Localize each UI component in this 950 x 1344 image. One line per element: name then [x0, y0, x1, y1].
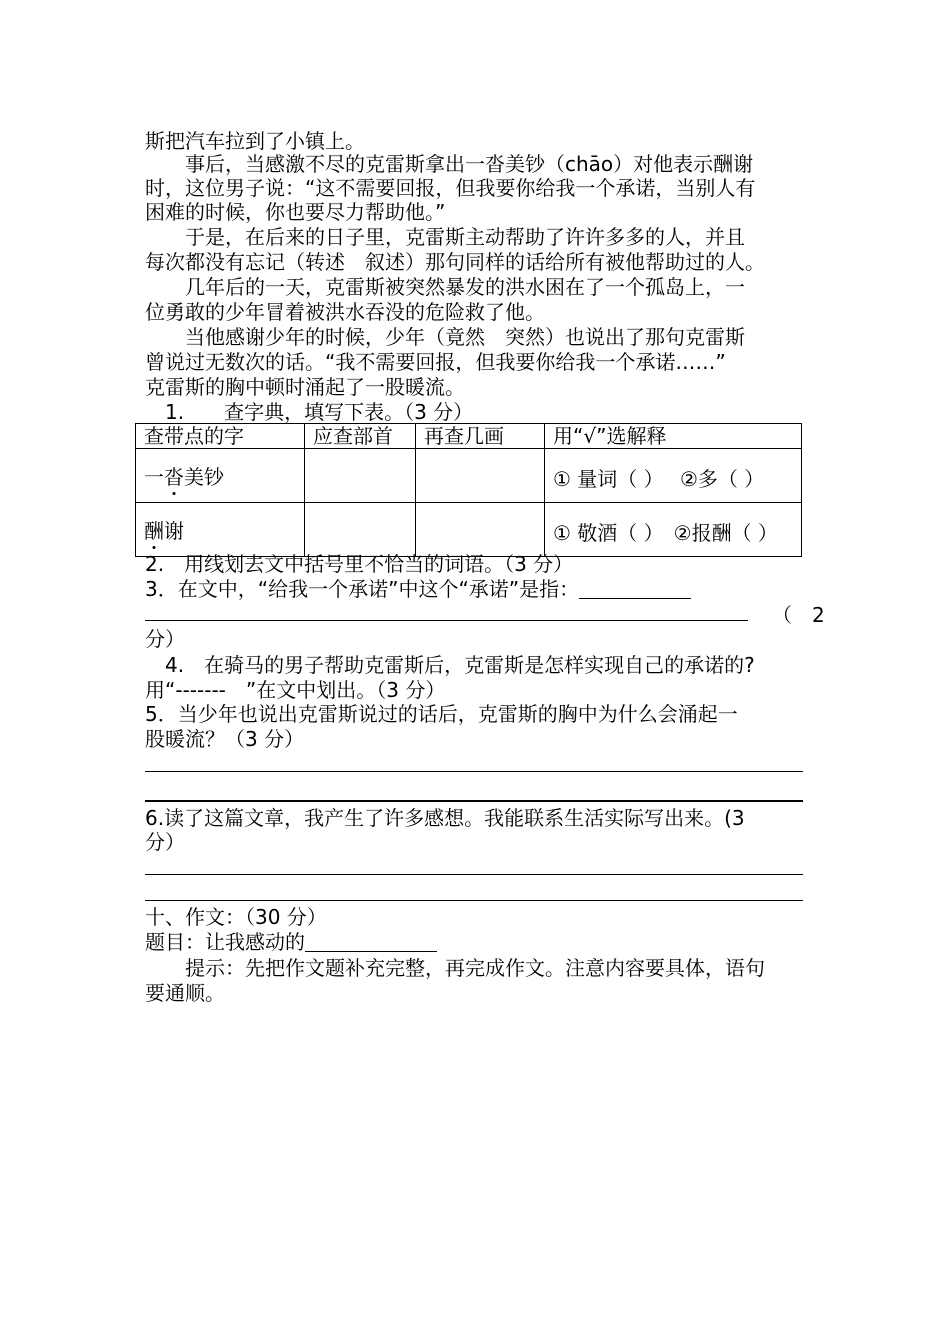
choice-cell[interactable]: ① 敬酒（ ） ②报酬（ ） — [545, 503, 802, 557]
question-4-line: 4. 在骑马的男子帮助克雷斯后，克雷斯是怎样实现自己的承诺的? — [145, 653, 755, 677]
essay-title-blank[interactable] — [305, 931, 437, 952]
passage-line: 当他感谢少年的时候，少年（竟然 突然）也说出了那句克雷斯 — [145, 325, 745, 349]
table-row — [136, 503, 802, 557]
essay-title-label: 题目：让我感动的 — [145, 930, 305, 954]
question-5-line: 5．当少年也说出克雷斯说过的话后，克雷斯的胸中为什么会涌起一 — [145, 702, 738, 726]
word-cell — [136, 449, 305, 503]
question-3-line — [145, 576, 691, 602]
question-4-line: 用“------- ”在文中划出。（3 分） — [145, 678, 446, 702]
table-header-cell: 再查几画 — [416, 424, 545, 449]
passage-line: 事后，当感激不尽的克雷斯拿出一沓美钞（chāo）对他表示酬谢 — [145, 152, 754, 176]
table-header-row — [136, 424, 802, 449]
answer-line[interactable] — [145, 800, 803, 802]
word-suffix: 谢 — [164, 519, 184, 543]
answer-line[interactable] — [145, 900, 803, 901]
passage-line: 于是，在后来的日子里，克雷斯主动帮助了许许多多的人，并且 — [145, 225, 745, 249]
essay-hint-line: 提示：先把作文题补充完整，再完成作文。注意内容要具体，语句 — [145, 956, 765, 980]
question-6-line: 6.读了这篇文章，我产生了许多感想。我能联系生活实际写出来。(3 — [145, 806, 745, 830]
passage-line: 位勇敢的少年冒着被洪水吞没的危险救了他。 — [145, 300, 545, 324]
table-header-cell: 用“√”选解释 — [545, 424, 802, 449]
radical-answer-cell[interactable] — [305, 503, 416, 557]
table-header-cell: 应查部首 — [305, 424, 416, 449]
dotted-char: 沓 — [164, 465, 184, 489]
stroke-answer-cell[interactable] — [416, 449, 545, 503]
word-suffix: 美钞 — [184, 465, 224, 489]
choice-cell[interactable]: ① 量词（ ） ②多（ ） — [545, 449, 802, 503]
passage-line: 克雷斯的胸中顿时涌起了一股暖流。 — [145, 375, 465, 399]
essay-title-line — [145, 929, 437, 955]
radical-answer-cell[interactable] — [305, 449, 416, 503]
passage-line: 每次都没有忘记（转述 叙述）那句同样的话给所有被他帮助过的人。 — [145, 250, 765, 274]
essay-hint-line: 要通顺。 — [145, 981, 225, 1005]
question-3-text: 3．在文中，“给我一个承诺”中这个“承诺”是指： — [145, 577, 580, 601]
stroke-answer-cell[interactable] — [416, 503, 545, 557]
passage-line: 几年后的一天，克雷斯被突然暴发的洪水困在了一个孤岛上，一 — [145, 275, 745, 299]
word-prefix: 一 — [144, 465, 164, 489]
passage-line: 曾说过无数次的话。“我不需要回报，但我要你给我一个承诺……” — [145, 350, 726, 374]
dotted-char: 酬 — [144, 519, 164, 543]
question-5-line: 股暖流？（3 分） — [145, 727, 305, 751]
question-6-line: 分） — [145, 830, 185, 854]
question-1-title: 1. 查字典，填写下表。（3 分） — [145, 400, 474, 424]
answer-blank[interactable] — [579, 578, 691, 599]
answer-line[interactable] — [145, 771, 803, 772]
essay-heading: 十、作文：（30 分） — [145, 905, 327, 929]
answer-line[interactable] — [145, 874, 803, 875]
table-header-cell: 查带点的字 — [136, 424, 305, 449]
question-2: 2. 用线划去文中括号里不恰当的词语。（3 分） — [145, 552, 574, 576]
answer-line[interactable] — [145, 620, 748, 621]
table-row — [136, 449, 802, 503]
dictionary-table — [135, 423, 802, 557]
passage-line: 困难的时候，你也要尽力帮助他。” — [145, 200, 446, 224]
passage-line: 斯把汽车拉到了小镇上。 — [145, 129, 365, 153]
question-3-score: （ 2 — [772, 603, 825, 627]
word-cell — [136, 503, 305, 557]
question-3-score-end: 分） — [145, 627, 185, 651]
passage-line: 时，这位男子说：“这不需要回报，但我要你给我一个承诺，当别人有 — [145, 176, 756, 200]
